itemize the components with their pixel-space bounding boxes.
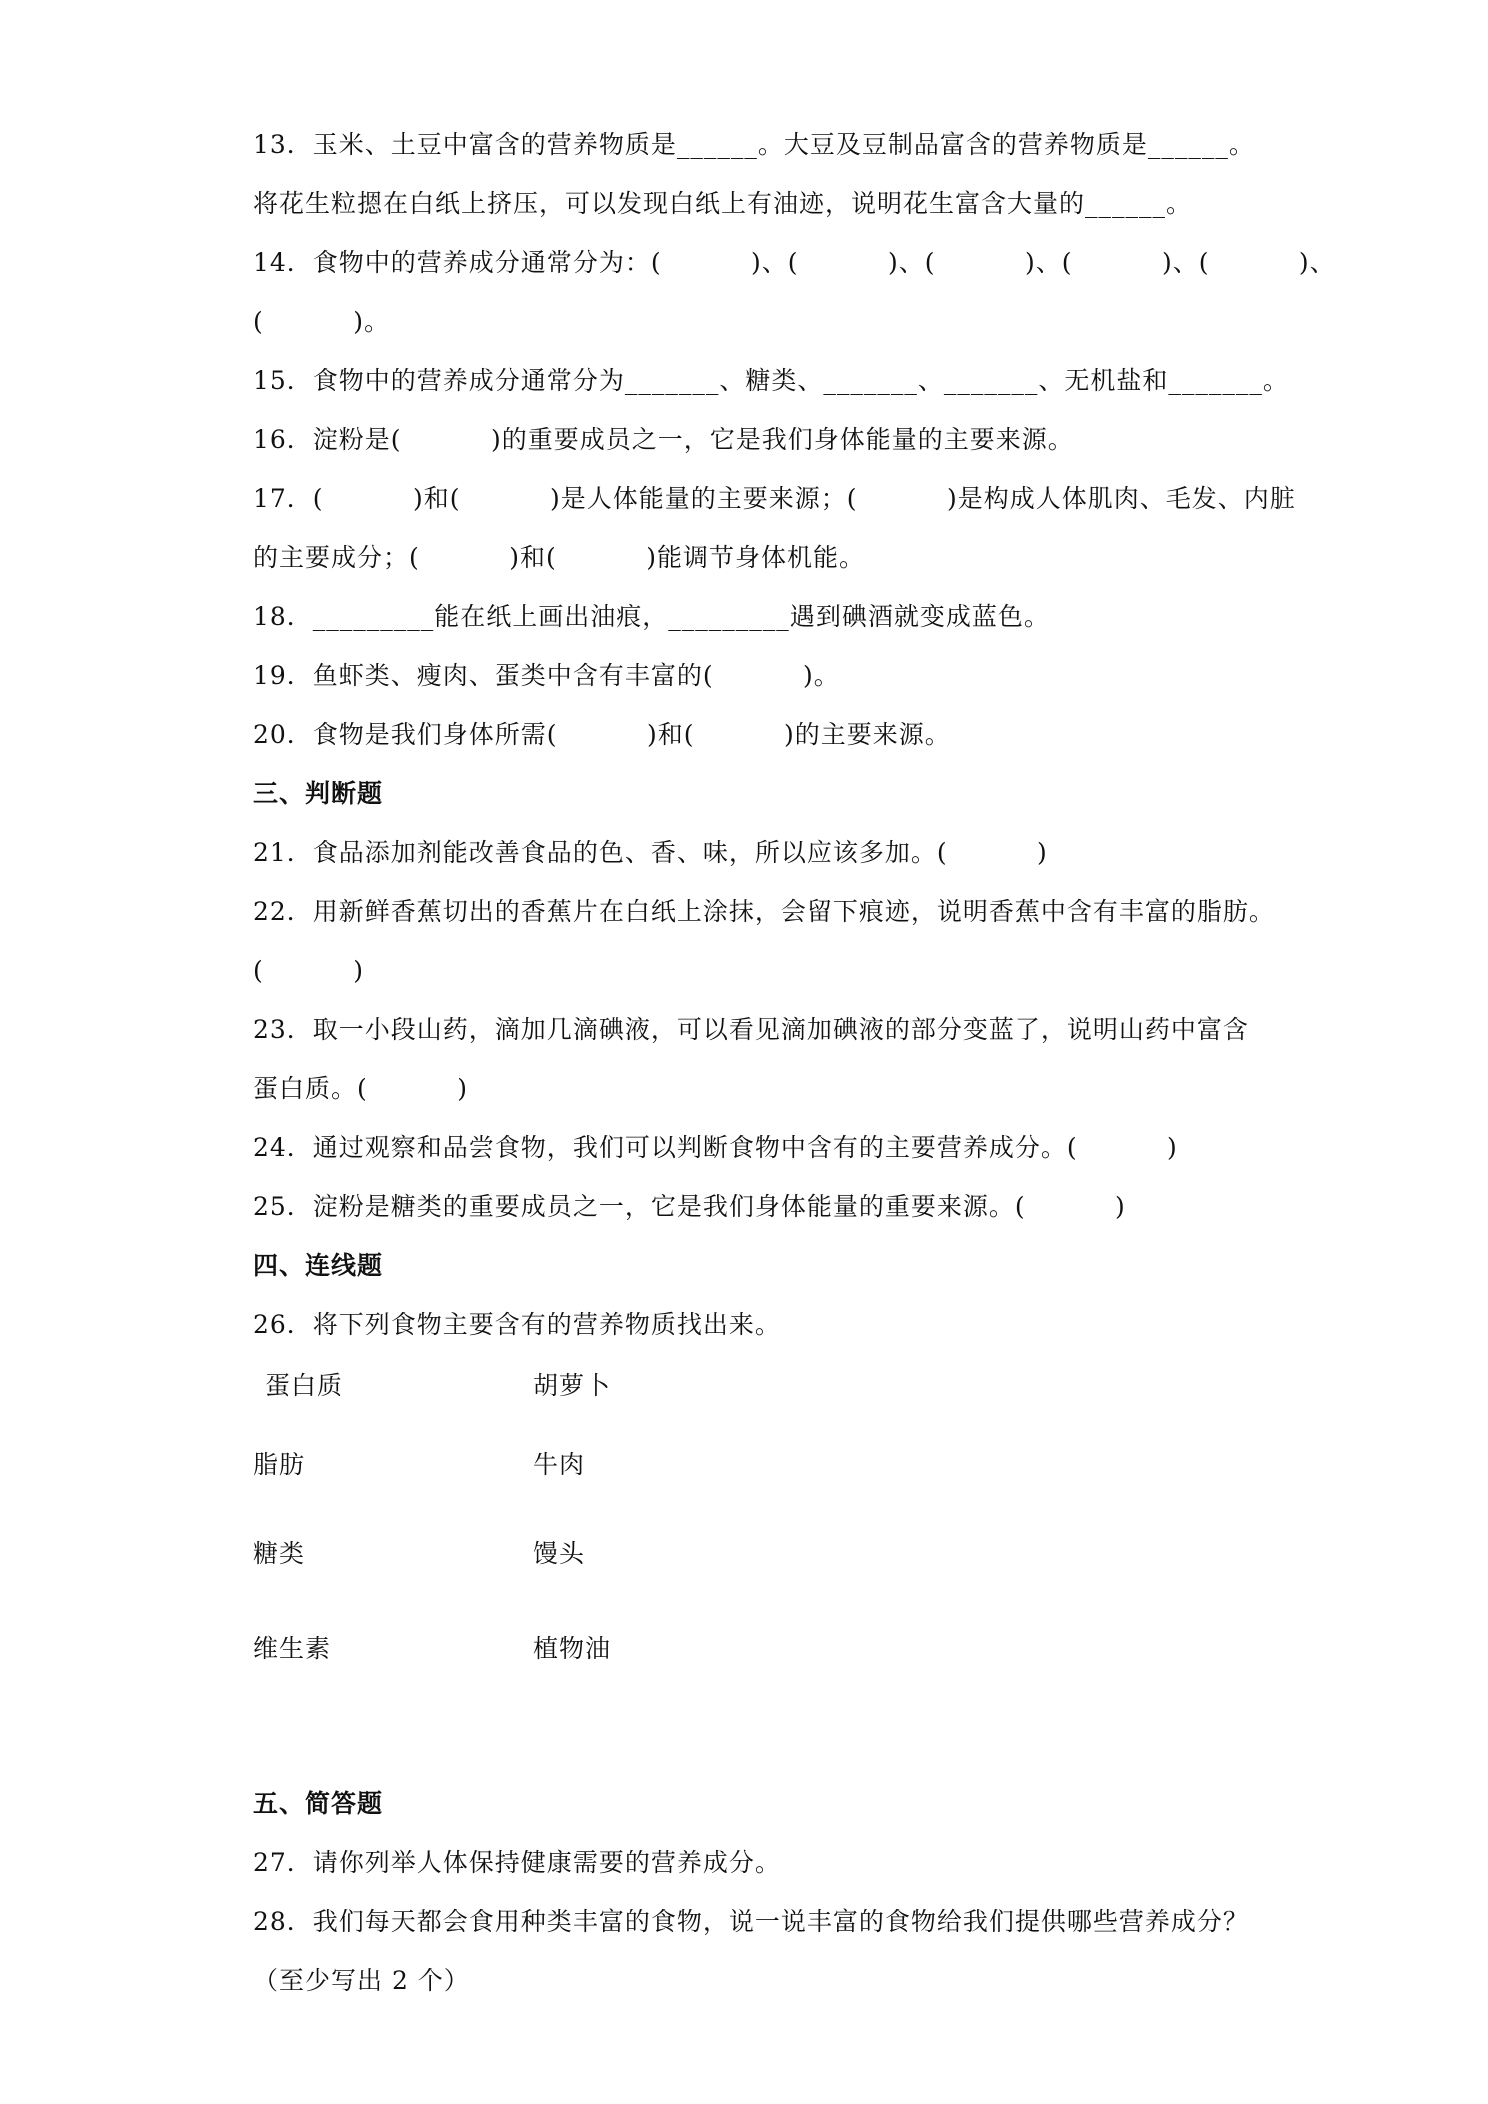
food-item-vegetable-oil: 植物油 bbox=[533, 1634, 612, 1663]
question-20: 20．食物是我们身体所需( )和( )的主要来源。 bbox=[253, 720, 951, 749]
nutrient-item-protein: 蛋白质 bbox=[265, 1371, 344, 1400]
question-15: 15．食物中的营养成分通常分为_______、糖类、_______、_______、无机盐和_______。 bbox=[253, 366, 1289, 395]
question-26: 26．将下列食物主要含有的营养物质找出来。 bbox=[253, 1310, 781, 1339]
question-13-line-2: 将花生粒摁在白纸上挤压，可以发现白纸上有油迹，说明花生富含大量的______。 bbox=[253, 189, 1193, 218]
nutrient-item-vitamin: 维生素 bbox=[253, 1634, 332, 1663]
question-13-line-1: 13．玉米、土豆中富含的营养物质是______。大豆及豆制品富含的营养物质是______。 bbox=[253, 130, 1255, 159]
question-25: 25．淀粉是糖类的重要成员之一，它是我们身体能量的重要来源。( ) bbox=[253, 1192, 1126, 1221]
nutrient-item-carbohydrate: 糖类 bbox=[253, 1539, 306, 1568]
section-5-heading: 五、简答题 bbox=[253, 1789, 384, 1818]
question-18: 18．_________能在纸上画出油痕，_________遇到碘酒就变成蓝色。 bbox=[253, 602, 1050, 631]
question-17-line-1: 17．( )和( )是人体能量的主要来源；( )是构成人体肌肉、毛发、内脏 bbox=[253, 484, 1296, 513]
question-16: 16．淀粉是( )的重要成员之一，它是我们身体能量的主要来源。 bbox=[253, 425, 1074, 454]
question-19: 19．鱼虾类、瘦肉、蛋类中含有丰富的( )。 bbox=[253, 661, 840, 690]
question-28-line-2: （至少写出 2 个） bbox=[253, 1966, 470, 1995]
question-24: 24．通过观察和品尝食物，我们可以判断食物中含有的主要营养成分。( ) bbox=[253, 1133, 1178, 1162]
question-17-line-2: 的主要成分；( )和( )能调节身体机能。 bbox=[253, 543, 865, 572]
food-item-carrot: 胡萝卜 bbox=[533, 1371, 612, 1400]
question-23-line-1: 23．取一小段山药，滴加几滴碘液，可以看见滴加碘液的部分变蓝了，说明山药中富含 bbox=[253, 1015, 1249, 1044]
question-23-line-2: 蛋白质。( ) bbox=[253, 1074, 468, 1103]
question-22-line-2: ( ) bbox=[253, 956, 364, 985]
section-3-heading: 三、判断题 bbox=[253, 779, 384, 808]
food-item-steamed-bun: 馒头 bbox=[533, 1539, 586, 1568]
question-14-line-2: ( )。 bbox=[253, 307, 390, 336]
question-27: 27．请你列举人体保持健康需要的营养成分。 bbox=[253, 1848, 781, 1877]
section-4-heading: 四、连线题 bbox=[253, 1251, 384, 1280]
food-item-beef: 牛肉 bbox=[533, 1450, 586, 1479]
question-21: 21．食品添加剂能改善食品的色、香、味，所以应该多加。( ) bbox=[253, 838, 1048, 867]
question-22-line-1: 22．用新鲜香蕉切出的香蕉片在白纸上涂抹，会留下痕迹，说明香蕉中含有丰富的脂肪。 bbox=[253, 897, 1275, 926]
question-28-line-1: 28．我们每天都会食用种类丰富的食物，说一说丰富的食物给我们提供哪些营养成分？ bbox=[253, 1907, 1249, 1936]
question-14-line-1: 14．食物中的营养成分通常分为：( )、( )、( )、( )、( )、 bbox=[253, 248, 1336, 277]
nutrient-item-fat: 脂肪 bbox=[253, 1450, 306, 1479]
